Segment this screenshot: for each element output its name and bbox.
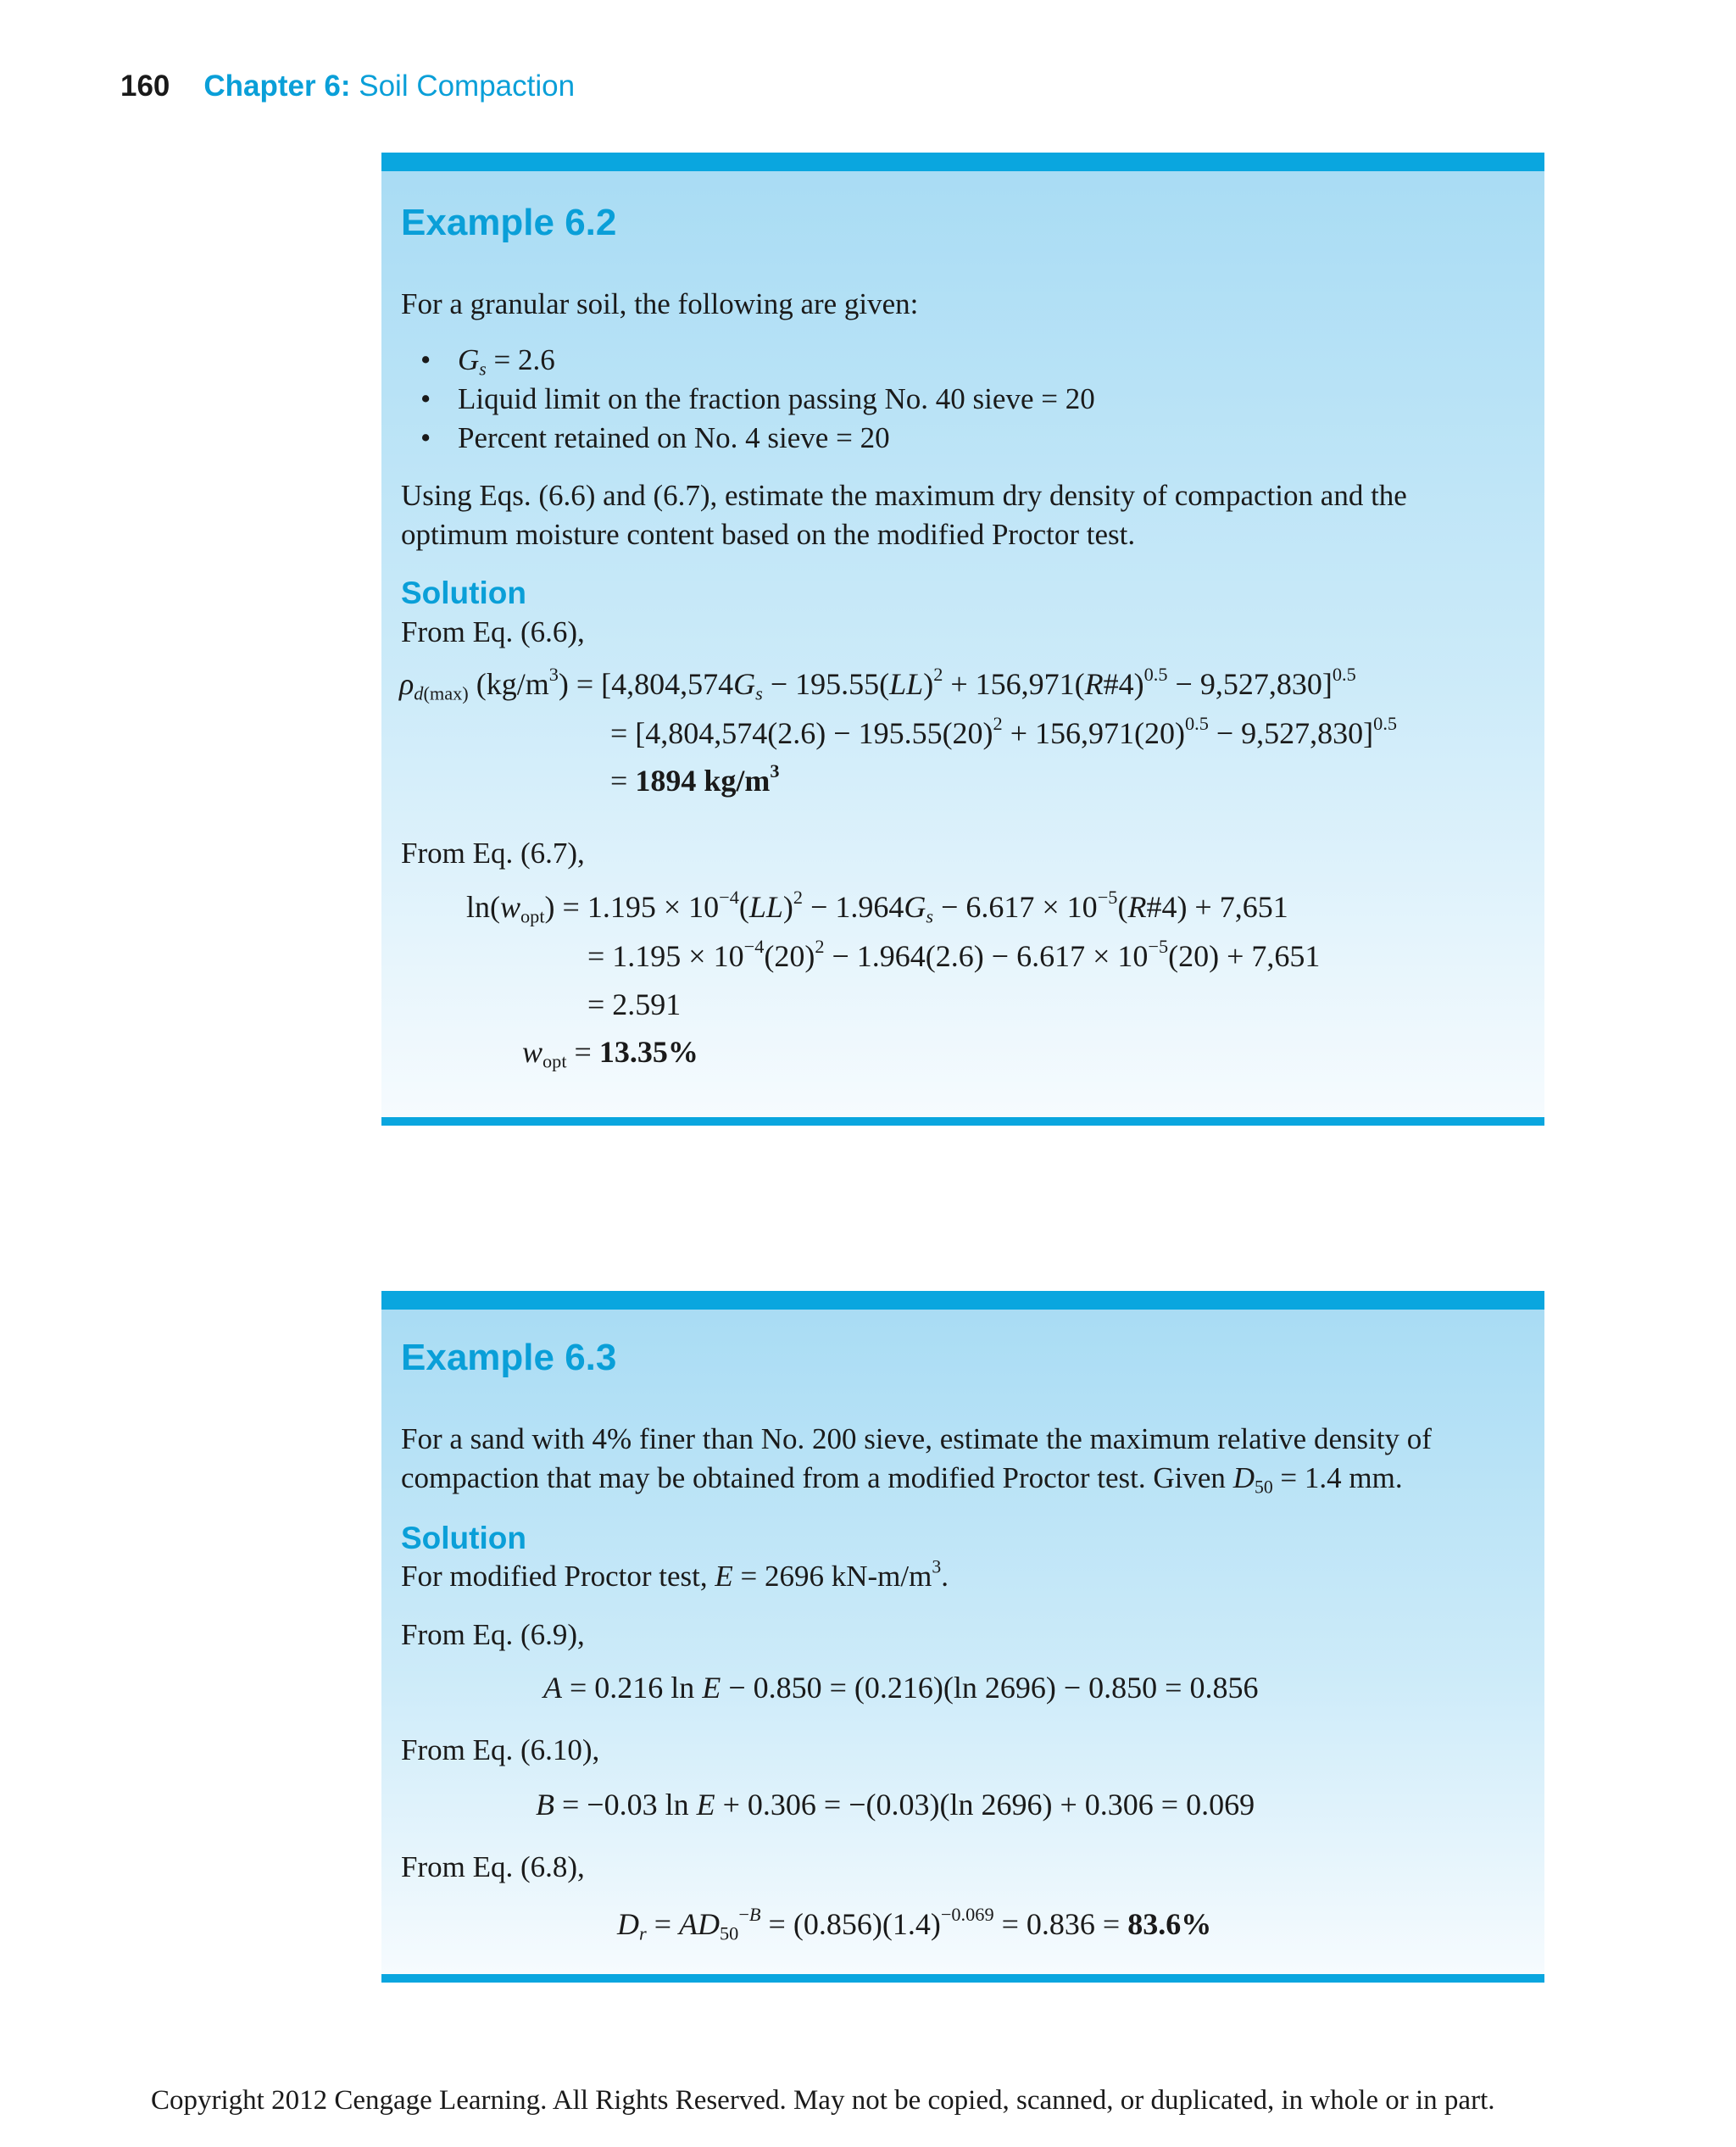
running-header [120,70,575,103]
given-item-liquid-limit: • Liquid limit on the fraction passing No. 40 sieve = 20 [458,382,1095,416]
ln-wopt-result: = 2.591 [587,987,682,1021]
gs-symbol: G [458,343,480,376]
ln-wopt-equation-line-1: $\ln(w_{opt}) = 1.195 \times 10^{-4}(LL)^2 - 1.964G_s - 6.617$ × $10^{-5}(R\#4) + 7,651$ [466,886,1288,927]
task-line-2-text: compaction that may be obtained from a modified Proctor test. Given [401,1461,1233,1494]
solution-heading: Solution [401,1521,526,1555]
task-line-2: compaction that may be obtained from a modified Proctor test. Given $D_{50} = 1.4$ mm. [401,1461,1403,1498]
from-eq-6-7: From Eq. (6.7), [401,837,585,870]
rho-result: = 1894 $kg/m^3$ [610,759,780,798]
rho-equation-line-2: = $[4,804,574(2.6) - 195.55(20)^2 + 156,971(20)^{0.5} - 9,527,830]^{0.5}$ [610,712,1398,750]
task-line-2-value: = 1.4 mm. [1272,1461,1403,1494]
solution-heading: Solution [401,576,526,610]
dr-result-value: 83.6% [1127,1907,1212,1941]
task-line-1: For a sand with 4% finer than No. 200 sieve, estimate the maximum relative density of [401,1422,1432,1455]
example-title: Example 6.2 [401,202,617,243]
energy-value: = 2696 kN-m/m [732,1560,932,1593]
task-line-1: Using Eqs. (6.6) and (6.7), estimate the maximum dry density of compaction and the [401,479,1407,512]
wopt-result-value: 13.35% [598,1035,698,1069]
example-6-3-box [381,1291,1544,1983]
b-equation: B = −0.03 ln E + 0.306 = −(0.03)(ln 2696) + 0.306 = 0.069 [536,1788,1255,1822]
chapter-title: Soil Compaction [359,70,576,103]
from-eq-6-6: From Eq. (6.6), [401,615,585,648]
given-item-specific-gravity [458,343,555,380]
energy-text: For modified Proctor test, [401,1560,715,1593]
energy-statement: For modified Proctor test, E = 2696 $kN-m/m^3$. [401,1556,949,1593]
wopt-result: $w_{opt} = 13.35\%$ [522,1035,698,1072]
a-equation: A = 0.216 ln E − 0.850 = (0.216)(ln 2696) − 0.850 = 0.856 [543,1671,1259,1705]
task-line-2: optimum moisture content based on the modified Proctor test. [401,518,1136,551]
from-eq-6-9: From Eq. (6.9), [401,1618,585,1651]
example-title: Example 6.3 [401,1337,617,1378]
gs-value: = 2.6 [486,343,555,376]
rho-equation-line-1: $\rho_{d(max)}$ $(kg/m^3) = [4,804,574G_s - 195.55(LL)^2$ + 156,971(R#4)$^{0.5}$ − 9,527,830]$^{0.5}$ [399,663,1356,704]
page-number: 160 [120,70,170,103]
from-eq-6-10: From Eq. (6.10), [401,1733,600,1766]
from-eq-6-8: From Eq. (6.8), [401,1850,585,1883]
rho-result-value: 1894 kg/m [635,764,771,798]
chapter-label: Chapter 6: [203,70,351,103]
ln-wopt-equation-line-2: = $1.195 \times 10^{-4}(20)^2 - 1.964(2.6) - 6.617 \times 10^{-5}(20) + 7,651$ [587,935,1321,973]
given-item-percent-retained: • Percent retained on No. 4 sieve = 20 [458,421,890,455]
example-6-2-box [381,153,1544,1126]
dr-equation: $D_r = AD_{50}^{-B} = (0.856)(1.4)^{-0.069} = 0.836 = 83.6\%$ [617,1903,1212,1944]
example-intro: For a granular soil, the following are given: [401,287,919,320]
gs-subscript: s [479,359,487,380]
copyright-footer: Copyright 2012 Cengage Learning. All Rights Reserved. May not be copied, scanned, or duplicated, in whole or in part. [151,2085,1495,2116]
